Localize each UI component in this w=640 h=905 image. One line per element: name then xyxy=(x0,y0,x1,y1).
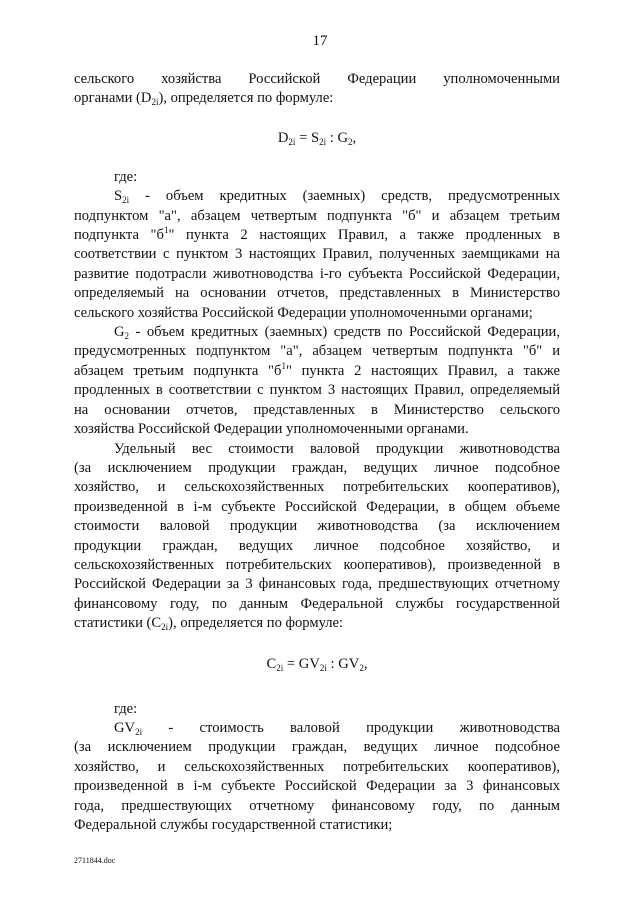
page-number: 17 xyxy=(312,33,328,49)
text-line: органами $(D_{2i})$, определяется по формуле: xyxy=(74,90,334,108)
text-line: подпунктом "а", абзацем четвертым подпункта "б" и абзацем третьим xyxy=(74,207,560,224)
text-line: хозяйства Российской Федерации уполномоченными органами. xyxy=(74,421,469,438)
definition-gv2i xyxy=(74,719,560,835)
text-line: $G_2$ - объем кредитных (заемных) средств по Российской Федерации, xyxy=(114,324,560,342)
definition-s2i xyxy=(74,187,560,323)
definition-g2 xyxy=(74,323,560,439)
share-paragraph xyxy=(74,440,560,634)
text-line: продленных в соответствии с пунктом 3 настоящих Правил, определяемый xyxy=(74,382,560,399)
intro-paragraph xyxy=(74,70,560,109)
text-line: финансовому году, по данным Федеральной службы государственной xyxy=(74,595,560,612)
text-line: $S_{2i}$ - объем кредитных (заемных) средств, предусмотренных xyxy=(114,188,560,206)
where-label: где: xyxy=(114,168,138,185)
text-line: произведенной в i-м субъекте Российской Федерации, в общем объеме xyxy=(74,498,560,515)
text-line: развитие подотрасли животноводства i-го субъекта Российской Федерации, xyxy=(74,265,560,282)
text-line: стоимости валовой продукции животноводства (за исключением xyxy=(74,518,560,535)
text-line: абзацем третьим подпункта "$б^1$" пункта 2 настоящих Правил, а также xyxy=(74,360,560,379)
text-line: года, предшествующих отчетному финансовому году, по данным xyxy=(74,797,560,814)
text-line: хозяйство, и сельскохозяйственных потребительских кооперативов), xyxy=(74,758,560,775)
text-line: соответствии с пунктом 3 настоящих Правил, полученных заемщиками на xyxy=(74,246,560,263)
text-line: сельского хозяйства Российской Федерации уполномоченными xyxy=(74,71,560,87)
text-line: (за исключением продукции граждан, ведущих личное подсобное xyxy=(74,459,560,476)
formula-c2i: $C_{2i} = GV_{2i}$ : $GV_2$, xyxy=(266,655,368,673)
text-line: Удельный вес стоимости валовой продукции животноводства xyxy=(114,440,560,457)
where-label: где: xyxy=(114,700,138,717)
text-line: (за исключением продукции граждан, ведущих личное подсобное xyxy=(74,739,560,756)
text-line: Федеральной службы государственной статистики; xyxy=(74,817,393,833)
page-content xyxy=(74,70,560,835)
text-line: подпункта "$б^1$" пункта 2 настоящих Правил, а также продленных в xyxy=(74,225,560,244)
text-line: Российской Федерации за 3 финансовых года, предшествующих отчетному xyxy=(74,576,560,593)
text-line: на основании отчетов, представленных в Министерство сельского xyxy=(74,401,560,418)
text-line: хозяйство, и сельскохозяйственных потребительских кооперативов), xyxy=(74,479,560,496)
text-line: предусмотренных подпунктом "а", абзацем четвертым подпункта "б" и xyxy=(74,343,560,360)
text-line: статистики $(C_{2i})$, определяется по формуле: xyxy=(74,615,344,633)
file-name-footer: 2711844.doc xyxy=(74,856,116,865)
text-line: произведенной в i-м субъекте Российской Федерации за 3 финансовых xyxy=(74,778,560,795)
text-line: определяемый на основании отчетов, представленных в Министерство xyxy=(74,285,560,302)
text-line: сельскохозяйственных потребительских кооперативов), произведенной в xyxy=(74,556,560,573)
text-line: сельского хозяйства Российской Федерации уполномоченными органами; xyxy=(74,304,533,321)
formula-d2i: $D_{2i} = S_{2i}$ : $G_2$, xyxy=(277,129,357,147)
text-line: $GV_{2i}$ - стоимость валовой продукции животноводства xyxy=(114,719,560,737)
text-line: продукции граждан, ведущих личное подсобное хозяйство, и xyxy=(74,537,560,554)
